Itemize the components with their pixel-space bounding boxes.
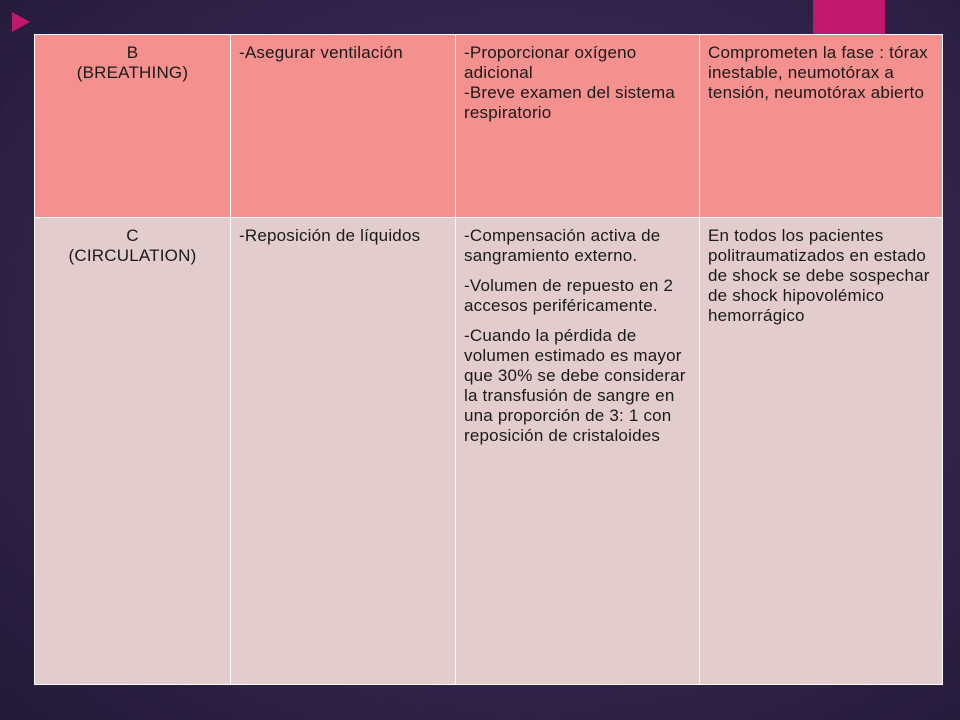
notes-text: En todos los pacientes politraumatizados en estado de shock se debe sospechar de shock hipovolémico hemorrágico <box>708 226 930 325</box>
cell-measures-breathing <box>456 35 700 218</box>
measure-text: -Proporcionar oxígeno adicional <box>464 43 637 82</box>
cell-measures-circulation <box>456 218 700 685</box>
measure-text: -Compensación activa de sangramiento externo. <box>464 226 661 265</box>
label-name: (BREATHING) <box>76 63 189 82</box>
cell-notes-circulation <box>700 218 943 685</box>
action-text: -Reposición de líquidos <box>239 226 421 245</box>
table-row-circulation <box>35 218 943 685</box>
cell-label-circulation <box>35 218 231 685</box>
measure-text: -Cuando la pérdida de volumen estimado es mayor que 30% se debe considerar la transfusión de sangre en una proporción de 3: 1 con reposición de cristaloides <box>464 326 686 445</box>
cell-action-circulation <box>231 218 456 685</box>
label-name: (CIRCULATION) <box>68 246 197 265</box>
label-letter: B <box>126 43 139 62</box>
abc-table <box>34 34 943 685</box>
cell-label-breathing <box>35 35 231 218</box>
measure-text: -Volumen de repuesto en 2 accesos periféricamente. <box>464 276 674 315</box>
action-text: -Asegurar ventilación <box>239 43 403 62</box>
cell-notes-breathing <box>700 35 943 218</box>
arrow-icon <box>12 12 30 32</box>
measure-text: -Breve examen del sistema respiratorio <box>464 83 675 122</box>
notes-text: Comprometen la fase : tórax inestable, neumotórax a tensión, neumotórax abierto <box>708 43 928 102</box>
label-letter: C <box>126 226 139 245</box>
table-row-breathing <box>35 35 943 218</box>
accent-block <box>813 0 885 34</box>
cell-action-breathing <box>231 35 456 218</box>
